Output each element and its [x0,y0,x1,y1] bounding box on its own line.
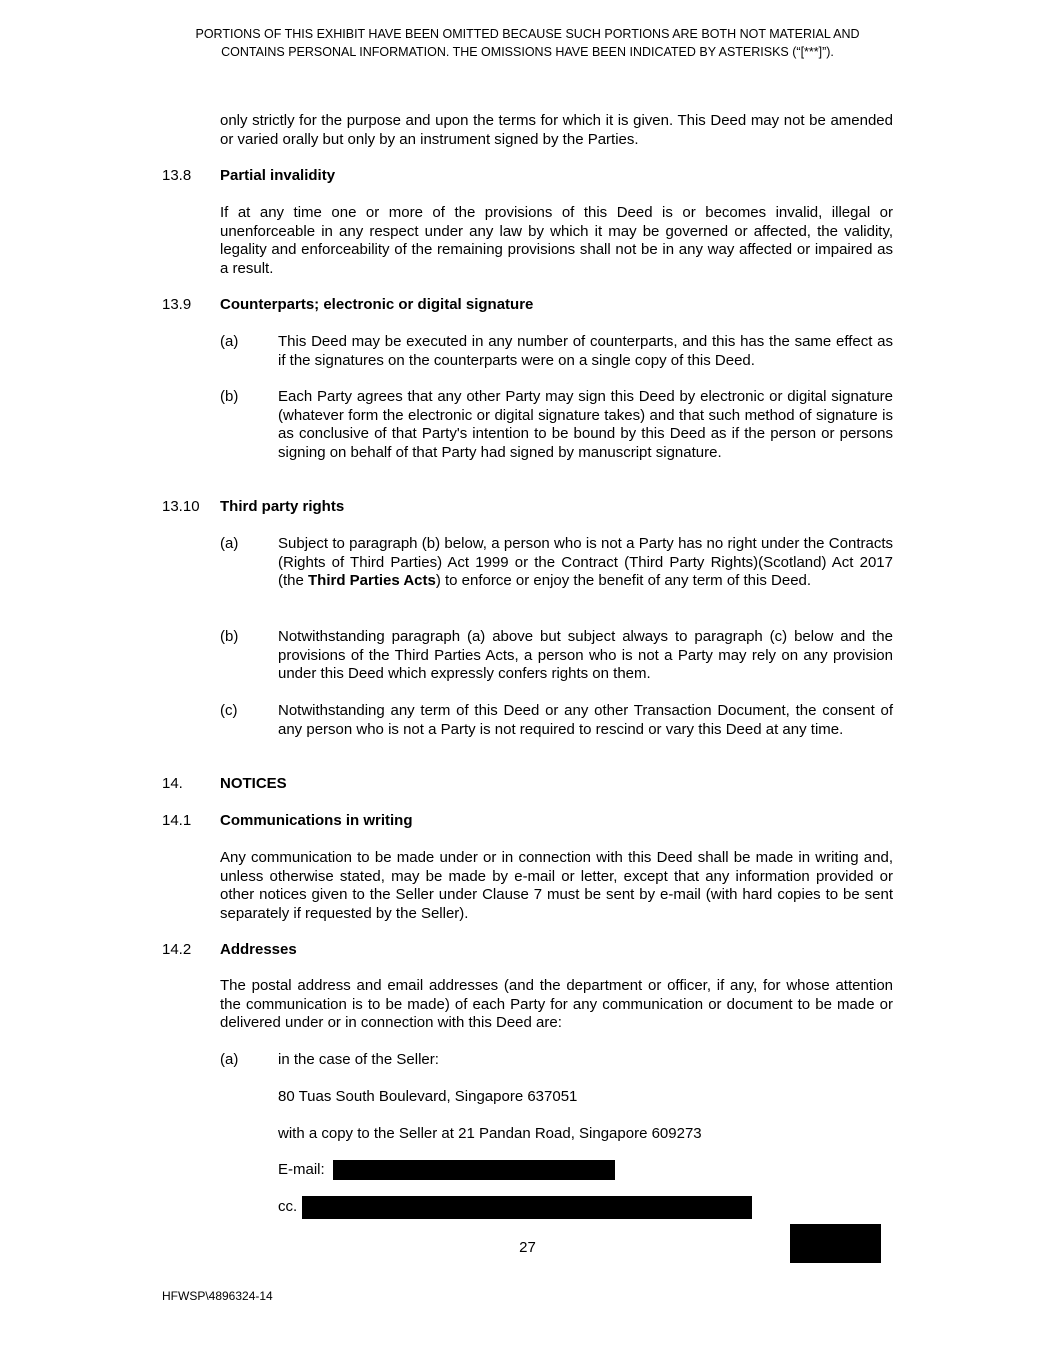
clause-14-2-a-text: in the case of the Seller: [278,1051,439,1068]
clause-heading-14-1: Communications in writing [220,812,413,829]
clause-number-13-10: 13.10 [162,498,200,515]
clause-13-10-b-text: Notwithstanding paragraph (a) above but subject always to paragraph (c) below and the provisions of the Third Parties Acts, a person who is not a Party may rely on any provision under this Deed which expressly confers rights on them. [278,628,893,683]
clause-number-13-8: 13.8 [162,167,192,184]
clause-heading-14-2: Addresses [220,941,297,958]
email-label: E-mail: [278,1161,325,1178]
clause-text-14-1: Any communication to be made under or in connection with this Deed shall be made in writing and, unless otherwise stated, may be made by e-mail or letter, except that any information provided or other notices given to the Seller under Clause 7 must be sent by e-mail (with hard copies to be sent separately if requested by the Seller). [220,849,893,922]
clause-14-2-a-label: (a) [220,1051,239,1068]
defined-term-third-parties-acts: Third Parties Acts [308,572,436,590]
clause-heading-14: NOTICES [220,775,287,792]
clause-number-14-1: 14.1 [162,812,192,829]
clause-13-9-a-label: (a) [220,333,239,350]
clause-number-13-9: 13.9 [162,296,192,313]
seller-copy-address: with a copy to the Seller at 21 Pandan Road, Singapore 609273 [278,1125,702,1142]
clause-13-10-b-label: (b) [220,628,239,645]
redaction-notice-header [140,25,915,61]
clause-13-10-a-label: (a) [220,535,239,552]
seller-address: 80 Tuas South Boulevard, Singapore 637051 [278,1088,578,1105]
clause-13-9-b-text: Each Party agrees that any other Party may sign this Deed by electronic or digital signature (whatever form the electronic or digital signature takes) and that such method of signature is as conclusive of that Party's intention to be bound by this Deed as if the person or persons signing on behalf of that Party had signed by manuscript signature. [278,388,893,461]
clause-number-14: 14. [162,775,183,792]
intro-paragraph: only strictly for the purpose and upon the terms for which it is given. This Deed may not be amended or varied orally but only by an instrument signed by the Parties. [220,112,893,148]
clause-13-10-c-label: (c) [220,702,238,719]
clause-number-14-2: 14.2 [162,941,192,958]
clause-13-9-b-label: (b) [220,388,239,405]
clause-heading-13-9: Counterparts; electronic or digital signature [220,296,534,313]
header-line-1: PORTIONS OF THIS EXHIBIT HAVE BEEN OMITTED BECAUSE SUCH PORTIONS ARE BOTH NOT MATERIAL AND [195,27,860,41]
cc-label: cc. [278,1198,298,1215]
clause-13-10-c-text: Notwithstanding any term of this Deed or any other Transaction Document, the consent of any person who is not a Party is not required to rescind or vary this Deed at any time. [278,702,893,738]
clause-text-13-8: If at any time one or more of the provisions of this Deed is or becomes invalid, illegal or unenforceable in any respect under any law by which it may be governed or affected, the validity, legality and enforceability of the remaining provisions shall not be in any way affected or impaired as a result. [220,204,893,277]
clause-text-14-2: The postal address and email addresses (and the department or officer, if any, for whose attention the communication is to be made) of each Party for any communication or document to be made or delivered under or in connection with this Deed are: [220,977,893,1032]
redacted-stamp-block [790,1224,881,1263]
clause-heading-13-8: Partial invalidity [220,167,336,184]
document-reference-footer: HFWSP\4896324-14 [162,1289,273,1303]
page-number: 27 [519,1239,536,1256]
clause-13-10-a-text: Subject to paragraph (b) below, a person who is not a Party has no right under the Contracts (Rights of Third Parties) Act 1999 or the Contract (Third Party Rights)(Scotland) Act 2017 (the Third Parties Acts) to enforce or enjoy the benefit of any term of this Deed. [278,535,893,590]
header-line-2: CONTAINS PERSONAL INFORMATION. THE OMISSIONS HAVE BEEN INDICATED BY ASTERISKS (“[***]”). [221,45,834,59]
clause-13-9-a-text: This Deed may be executed in any number of counterparts, and this has the same effect as if the signatures on the counterparts were on a single copy of this Deed. [278,333,893,369]
clause-heading-13-10: Third party rights [220,498,345,515]
redacted-cc-block [302,1196,752,1219]
redacted-email-block [333,1160,615,1180]
